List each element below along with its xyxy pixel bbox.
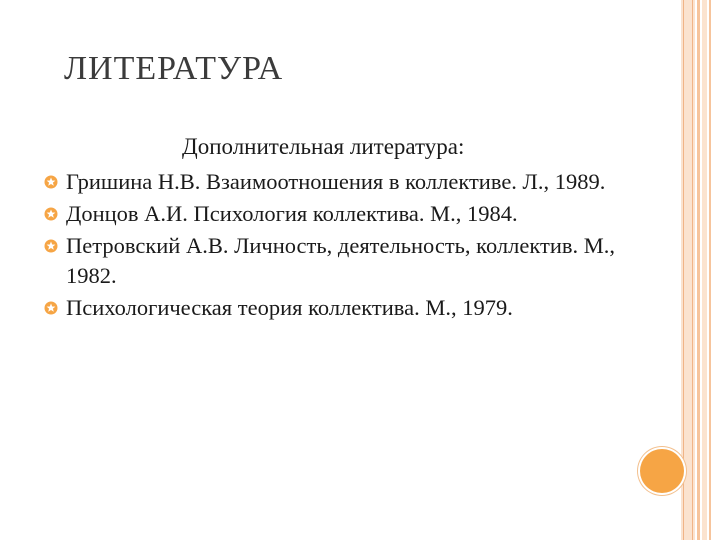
list-item — [44, 167, 644, 197]
reference-text: Гришина Н.В. Взаимоотношения в коллективе. Л., 1989. — [66, 169, 606, 194]
section-subheading: Дополнительная литература: — [182, 134, 465, 159]
gear-bullet-icon — [44, 175, 58, 189]
border-stripe — [697, 0, 700, 540]
list-item — [44, 199, 644, 229]
reference-list — [44, 167, 644, 325]
list-item — [44, 231, 644, 291]
list-item — [44, 293, 644, 323]
border-stripe — [702, 0, 707, 540]
gear-bullet-icon — [44, 301, 58, 315]
border-frame — [683, 0, 693, 540]
gear-bullet-icon — [44, 207, 58, 221]
reference-text: Петровский А.В. Личность, деятельность, коллектив. М., 1982. — [66, 233, 615, 288]
orange-circle-decoration — [640, 449, 684, 493]
reference-text: Психологическая теория коллектива. М., 1979. — [66, 295, 513, 320]
gear-bullet-icon — [44, 239, 58, 253]
reference-text: Донцов А.И. Психология коллектива. М., 1984. — [66, 201, 518, 226]
border-stripe — [709, 0, 711, 540]
slide-title: ЛИТЕРАТУРА — [64, 50, 284, 87]
